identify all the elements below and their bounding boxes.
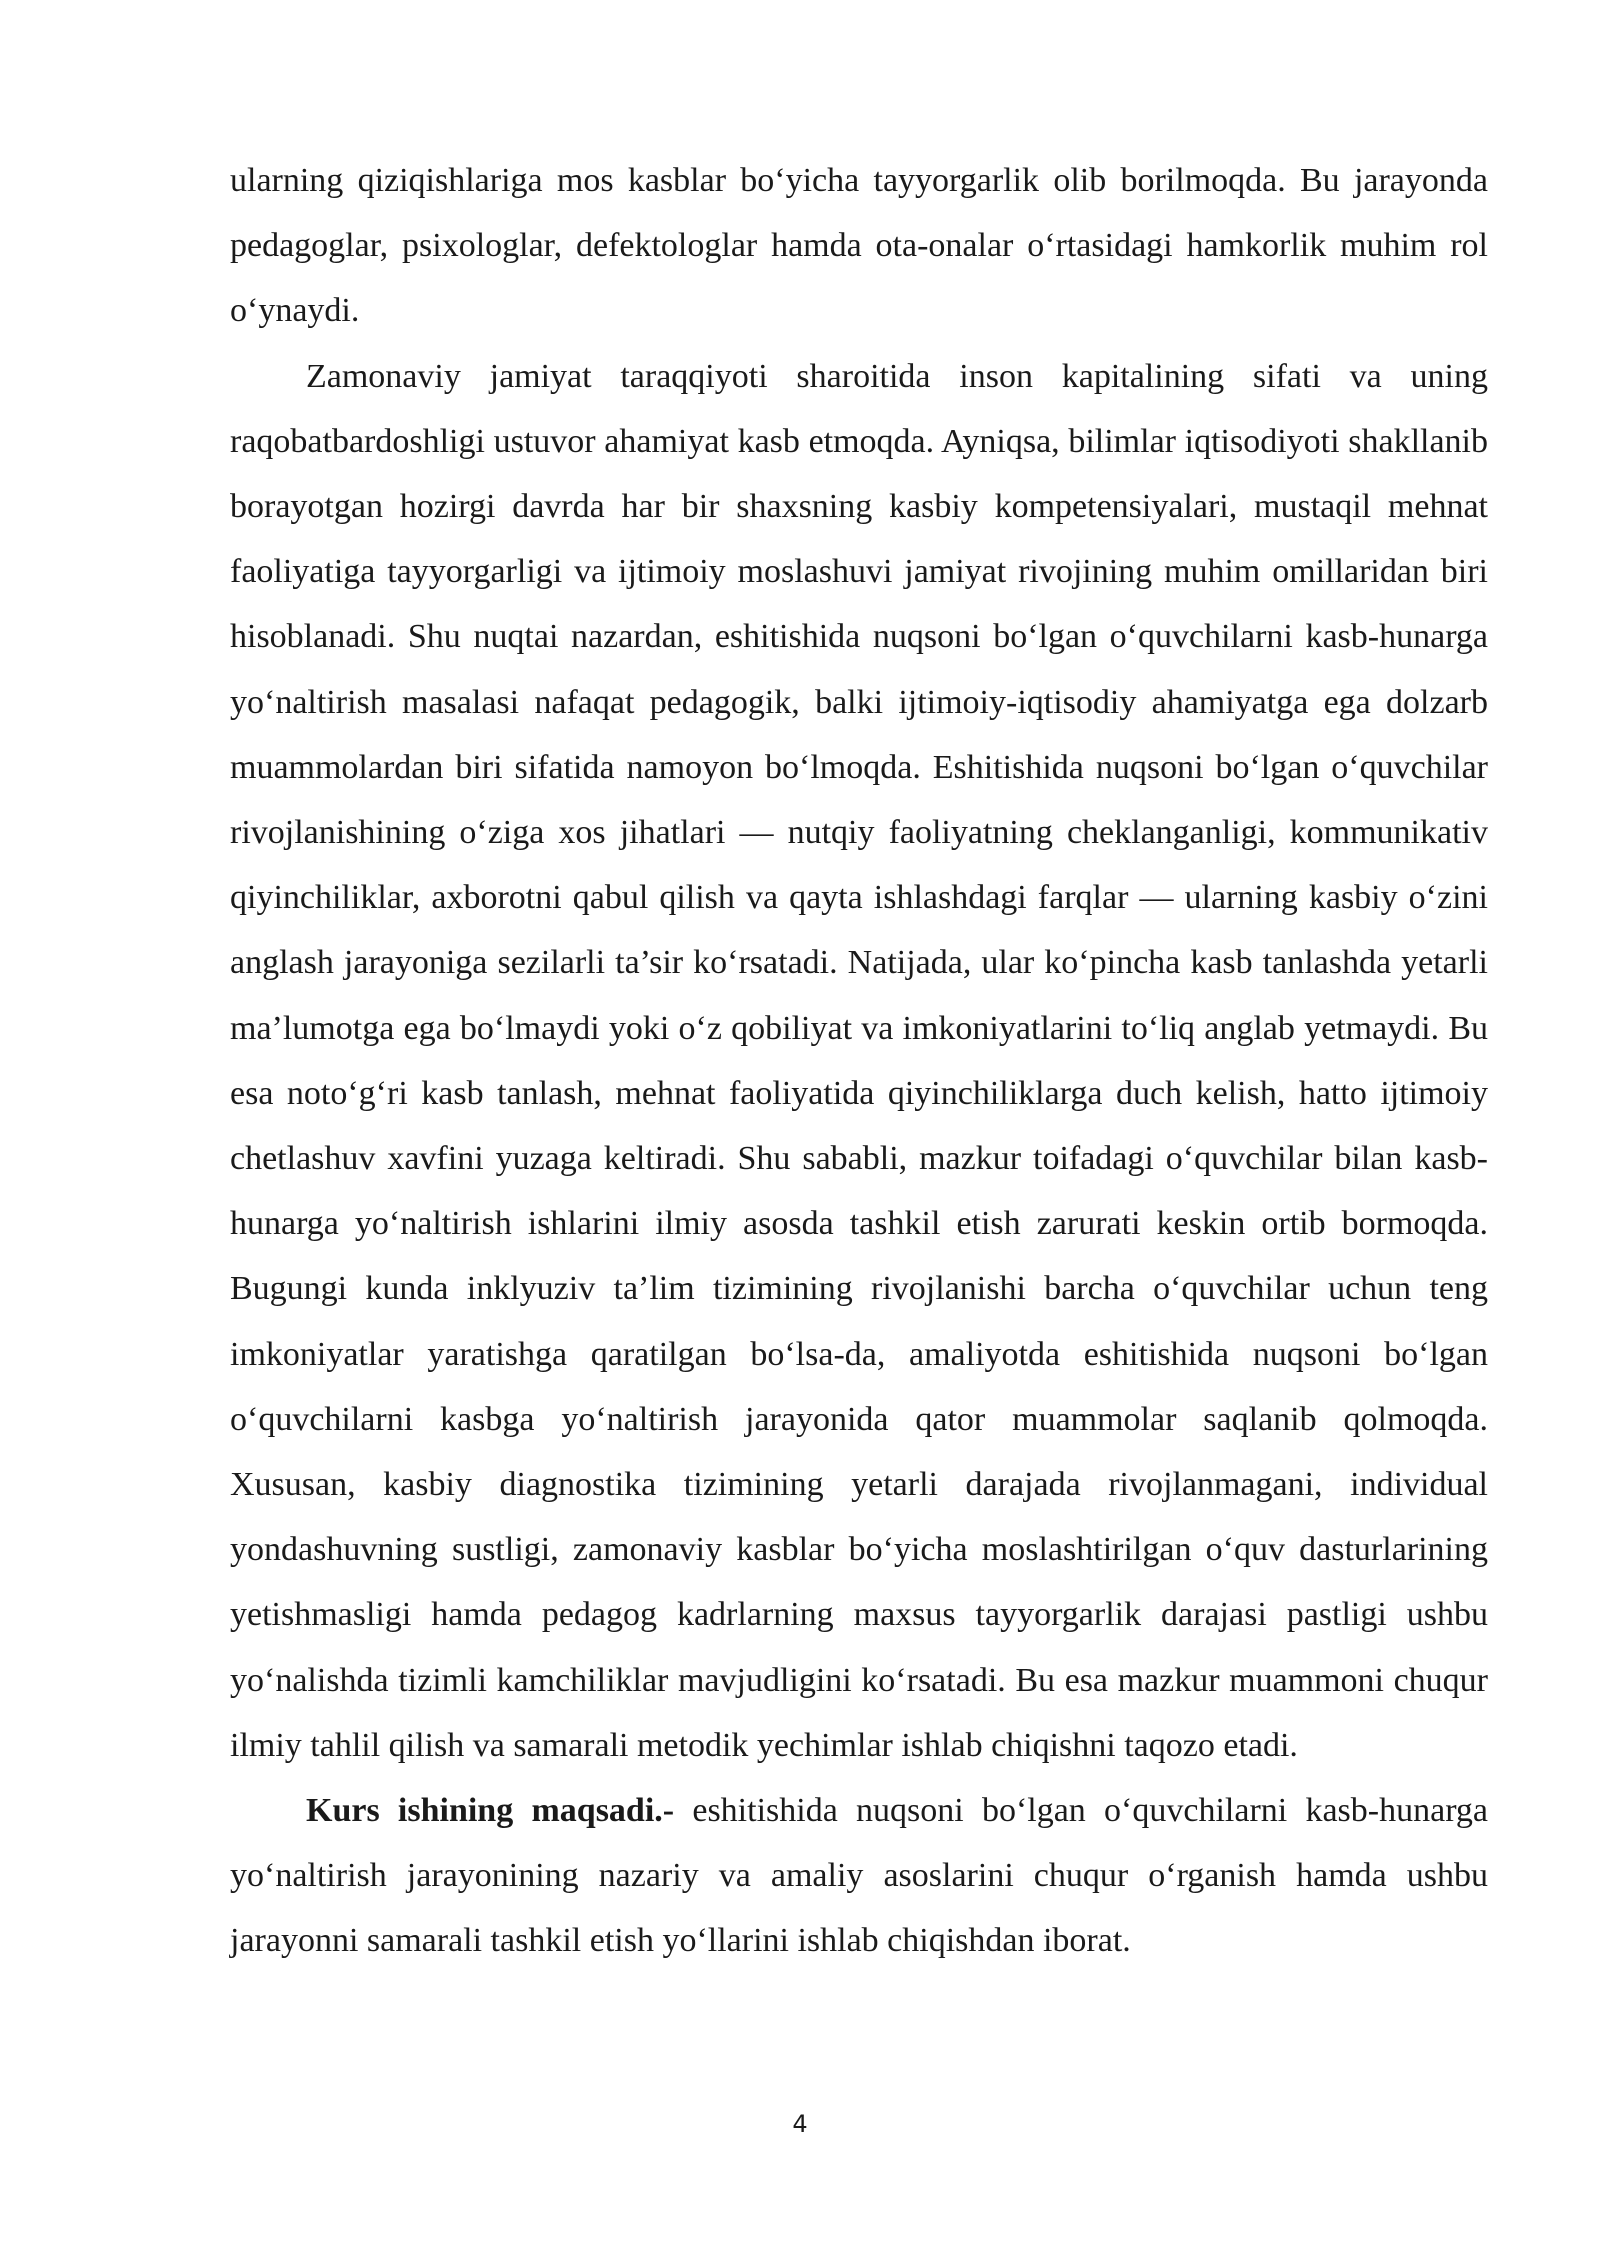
course-goal-heading: Kurs ishining maqsadi.-: [306, 1792, 675, 1830]
paragraph-continuation: ularning qiziqishlariga mos kasblar bo‘yicha tayyorgarlik olib borilmoqda. Bu jarayonda pedagoglar, psixologlar, defektologlar hamda ota-onalar o‘rtasidagi hamkorlik muhim rol o‘ynaydi.: [230, 162, 1488, 330]
document-page: [230, 148, 1488, 1974]
page-number: 4: [792, 2110, 808, 2138]
course-goal-text: eshitishida nuqsoni bo‘lgan o‘quvchilarni kasb-hunarga yo‘naltirish jarayonining nazariy va amaliy asoslarini chuqur o‘rganish hamda ushbu jarayonni samarali tashkil etish yo‘llarini ishlab chiqishdan iborat.: [230, 1792, 1488, 1960]
paragraph-context: Zamonaviy jamiyat taraqqiyoti sharoitida inson kapitalining sifati va uning raqobatbardoshligi ustuvor ahamiyat kasb etmoqda. Ayniqsa, bilimlar iqtisodiyoti shakllanib borayotgan hozirgi davrda har bir shaxsning kasbiy kompetensiyalari, mustaqil mehnat faoliyatiga tayyorgarligi va ijtimoiy moslashuvi jamiyat rivojining muhim omillaridan biri hisoblanadi. Shu nuqtai nazardan, eshitishida nuqsoni bo‘lgan o‘quvchilarni kasb-hunarga yo‘naltirish masalasi nafaqat pedagogik, balki ijtimoiy-iqtisodiy ahamiyatga ega dolzarb muammolardan biri sifatida namoyon bo‘lmoqda. Eshitishida nuqsoni bo‘lgan o‘quvchilar rivojlanishining o‘ziga xos jihatlari — nutqiy faoliyatning cheklanganligi, kommunikativ qiyinchiliklar, axborotni qabul qilish va qayta ishlashdagi farqlar — ularning kasbiy o‘zini anglash jarayoniga sezilarli ta’sir ko‘rsatadi. Natijada, ular ko‘pincha kasb tanlashda yetarli ma’lumotga ega bo‘lmaydi yoki o‘z qobiliyat va imkoniyatlarini to‘liq anglab yetmaydi. Bu esa noto‘g‘ri kasb tanlash, mehnat faoliyatida qiyinchiliklarga duch kelish, hatto ijtimoiy chetlashuv xavfini yuzaga keltiradi. Shu sababli, mazkur toifadagi o‘quvchilar bilan kasb-hunarga yo‘naltirish ishlarini ilmiy asosda tashkil etish zarurati keskin ortib bormoqda. Bugungi kunda inklyuziv ta’lim tizimining rivojlanishi barcha o‘quvchilar uchun teng imkoniyatlar yaratishga qaratilgan bo‘lsa-da, amaliyotda eshitishida nuqsoni bo‘lgan o‘quvchilarni kasbga yo‘naltirish jarayonida qator muammolar saqlanib qolmoqda. Xususan, kasbiy diagnostika tizimining yetarli darajada rivojlanmagani, individual yondashuvning sustligi, zamonaviy kasblar bo‘yicha moslashtirilgan o‘quv dasturlarining yetishmasligi hamda pedagog kadrlarning maxsus tayyorgarlik darajasi pastligi ushbu yo‘nalishda tizimli kamchiliklar mavjudligini ko‘rsatadi. Bu esa mazkur muammoni chuqur ilmiy tahlil qilish va samarali metodik yechimlar ishlab chiqishni taqozo etadi.: [230, 357, 1488, 1764]
paragraph-course-goal: [230, 1778, 1488, 1974]
